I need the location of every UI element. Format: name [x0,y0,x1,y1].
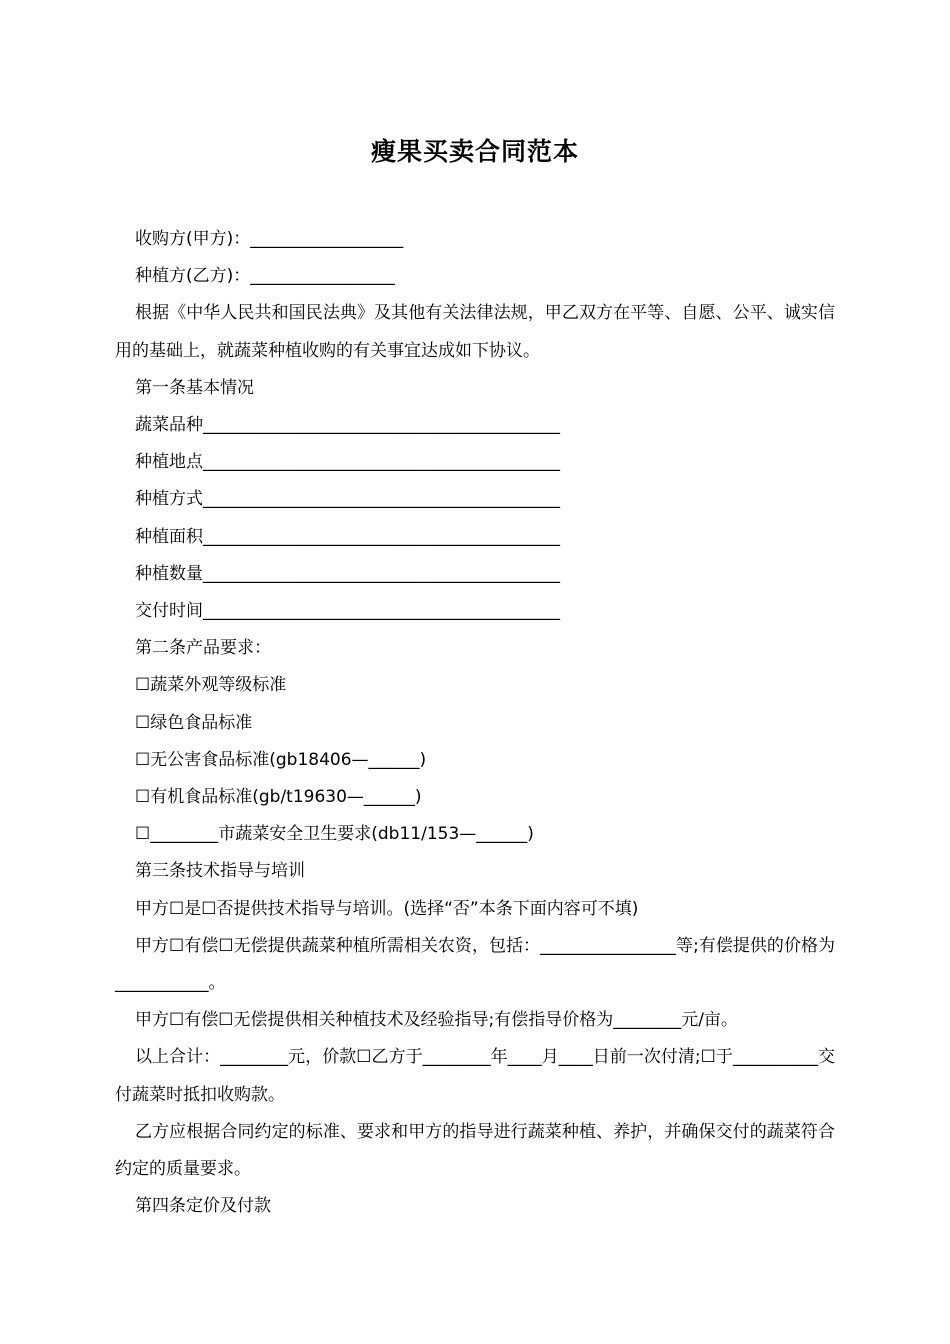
option-city-safety-standard: ☐________市蔬菜安全卫生要求(db11/153—______) [135,824,534,845]
option-green-food-standard: ☐绿色食品标准 [135,712,253,733]
materials-clause: 甲方☐有偿☐无偿提供蔬菜种植所需相关农资，包括：________________等;有偿提供的价格为___________。 [115,935,835,994]
field-planting-quantity: 种植数量__________________________________________ [135,563,560,584]
field-delivery-time: 交付时间__________________________________________ [135,601,560,622]
preamble-paragraph: 根据《中华人民共和国民法典》及其他有关法律法规，甲乙双方在平等、自愿、公平、诚实信用的基础上，就蔬菜种植收购的有关事宜达成如下协议。 [115,303,835,361]
grower-obligation-clause: 乙方应根据合同约定的标准、要求和甲方的指导进行蔬菜种植、养护，并确保交付的蔬菜符合约定的质量要求。 [115,1121,835,1180]
article-2-heading: 第二条产品要求： [135,638,271,659]
article-1-heading: 第一条基本情况 [135,377,254,398]
total-payment-clause: 以上合计：________元，价款☐乙方于________年____月____日前一次付清;☐于__________交付蔬菜时抵扣收购款。 [115,1047,835,1105]
article-3-heading: 第三条技术指导与培训 [135,861,305,882]
field-planting-method: 种植方式__________________________________________ [135,489,560,510]
option-appearance-standard: ☐蔬菜外观等级标准 [135,675,287,696]
document-title: 瘦果买卖合同范本 [370,137,579,166]
field-planting-area: 种植面积__________________________________________ [135,526,560,547]
buyer-line: 收购方(甲方)：__________________ [135,229,404,249]
field-vegetable-variety: 蔬菜品种__________________________________________ [135,415,560,436]
document-body [115,221,835,1225]
training-clause: 甲方☐是☐否提供技术指导与培训。(选择“否”本条下面内容可不填) [135,898,639,919]
guidance-clause: 甲方☐有偿☐无偿提供相关种植技术及经验指导;有偿指导价格为________元/亩。 [135,1010,738,1031]
grower-line: 种植方(乙方)：_________________ [135,266,395,287]
option-organic-standard: ☐有机食品标准(gb/t19630—______) [135,787,422,808]
article-4-heading: 第四条定价及付款 [135,1196,271,1217]
field-planting-location: 种植地点__________________________________________ [135,452,560,473]
option-pollution-free-standard: ☐无公害食品标准(gb18406—______) [135,749,427,770]
